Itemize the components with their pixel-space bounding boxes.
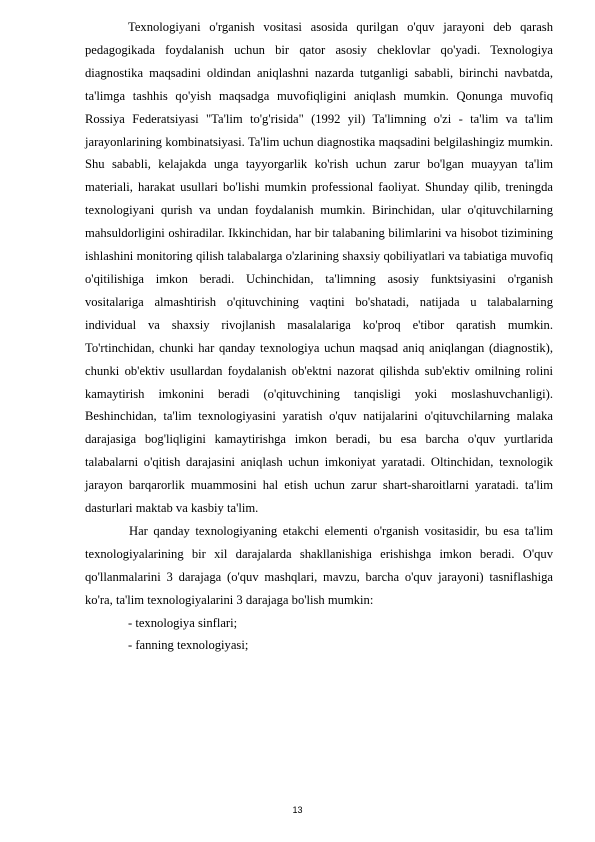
paragraph-2: Har qanday texnologiyaning etakchi elementi o'rganish vositasidir, bu esa ta'lim texnologiyalarining bir xil darajalarda shakllanishiga erishishga imkon beradi. O'quv qo'llanmalarini 3 darajaga (o'quv mashqlari, mavzu, barcha o'quv jarayoni) tasniflashiga ko'ra, ta'lim texnologiyalarini 3 darajaga bo'lish mumkin:: [85, 523, 553, 607]
paragraph-1: Texnologiyani o'rganish vositasi asosida qurilgan o'quv jarayoni deb qarash pedagogikada foydalanish uchun bir qator asosiy cheklovlar qo'yadi. Texnologiya diagnostika maqsadini oldindan aniqlashni nazarda tutganligi sababli, birinchi navbatda, ta'limga tashhis qo'yish maqsadga muvofiqligini aniqlash mumkin. Qonunga muvofiq Rossiya Federatsiyasi "Ta'lim to'g'risida" (1992 yil) Ta'limning o'zi - ta'lim va ta'lim jarayonlarining kombinatsiyasi. Ta'lim uchun diagnostika maqsadini belgilashingiz mumkin. Shu sababli, kelajakda unga tayyorgarlik ko'rish uchun zarur bo'lgan muayyan ta'lim materiali, harakat usullari bo'lishi mumkin professional faoliyat. Shunday qilib, treningda texnologiyani qurish va undan foydalanish mumkin. Birinchidan, ular o'qituvchilarning mahsuldorligini oshiradilar. Ikkinchidan, har bir talabaning bilimlarini va hisobot tizimining ishlashini monitoring qilish talabalarga o'zlarining shaxsiy qobiliyatlari va tabiatiga muvofiq o'qitilishiga imkon beradi. Uchinchidan, ta'limning asosiy funktsiyasini o'rganish vositalariga almashtirish o'qituvchining vaqtini bo'shatadi, natijada u talabalarning individual va shaxsiy rivojlanish masalalariga ko'proq e'tibor qaratish mumkin. To'rtinchidan, chunki har qanday texnologiya uchun maqsad aniq aniqlangan (diagnostik), chunki ob'ektiv usullardan foydalanish ob'ektni nazorat qilishda sub'ektiv omilning rolini kamaytirish imkonini beradi (o'qituvchining tanqisligi yoki moslashuvchanligi). Beshinchidan, ta'lim texnologiyasini yaratish o'quv natijalarini o'qituvchilarning malaka darajasiga bog'liqligini kamaytirishga imkon beradi, bu esa barcha o'quv yurtlarida talabalarni o'qitish darajasini aniqlash uchun imkoniyat yaratadi. Oltinchidan, texnologik jarayon barqarorlik muammosini hal etish uchun zarur shart-sharoitlarni yaratadi. ta'lim dasturlari maktab va kasbiy ta'lim.: [85, 20, 553, 516]
list-item-2: - fanning texnologiyasi;: [128, 638, 249, 653]
list-item-1: - texnologiya sinflari;: [128, 615, 238, 630]
document-body: [85, 16, 553, 657]
page-number: 13: [292, 805, 303, 815]
